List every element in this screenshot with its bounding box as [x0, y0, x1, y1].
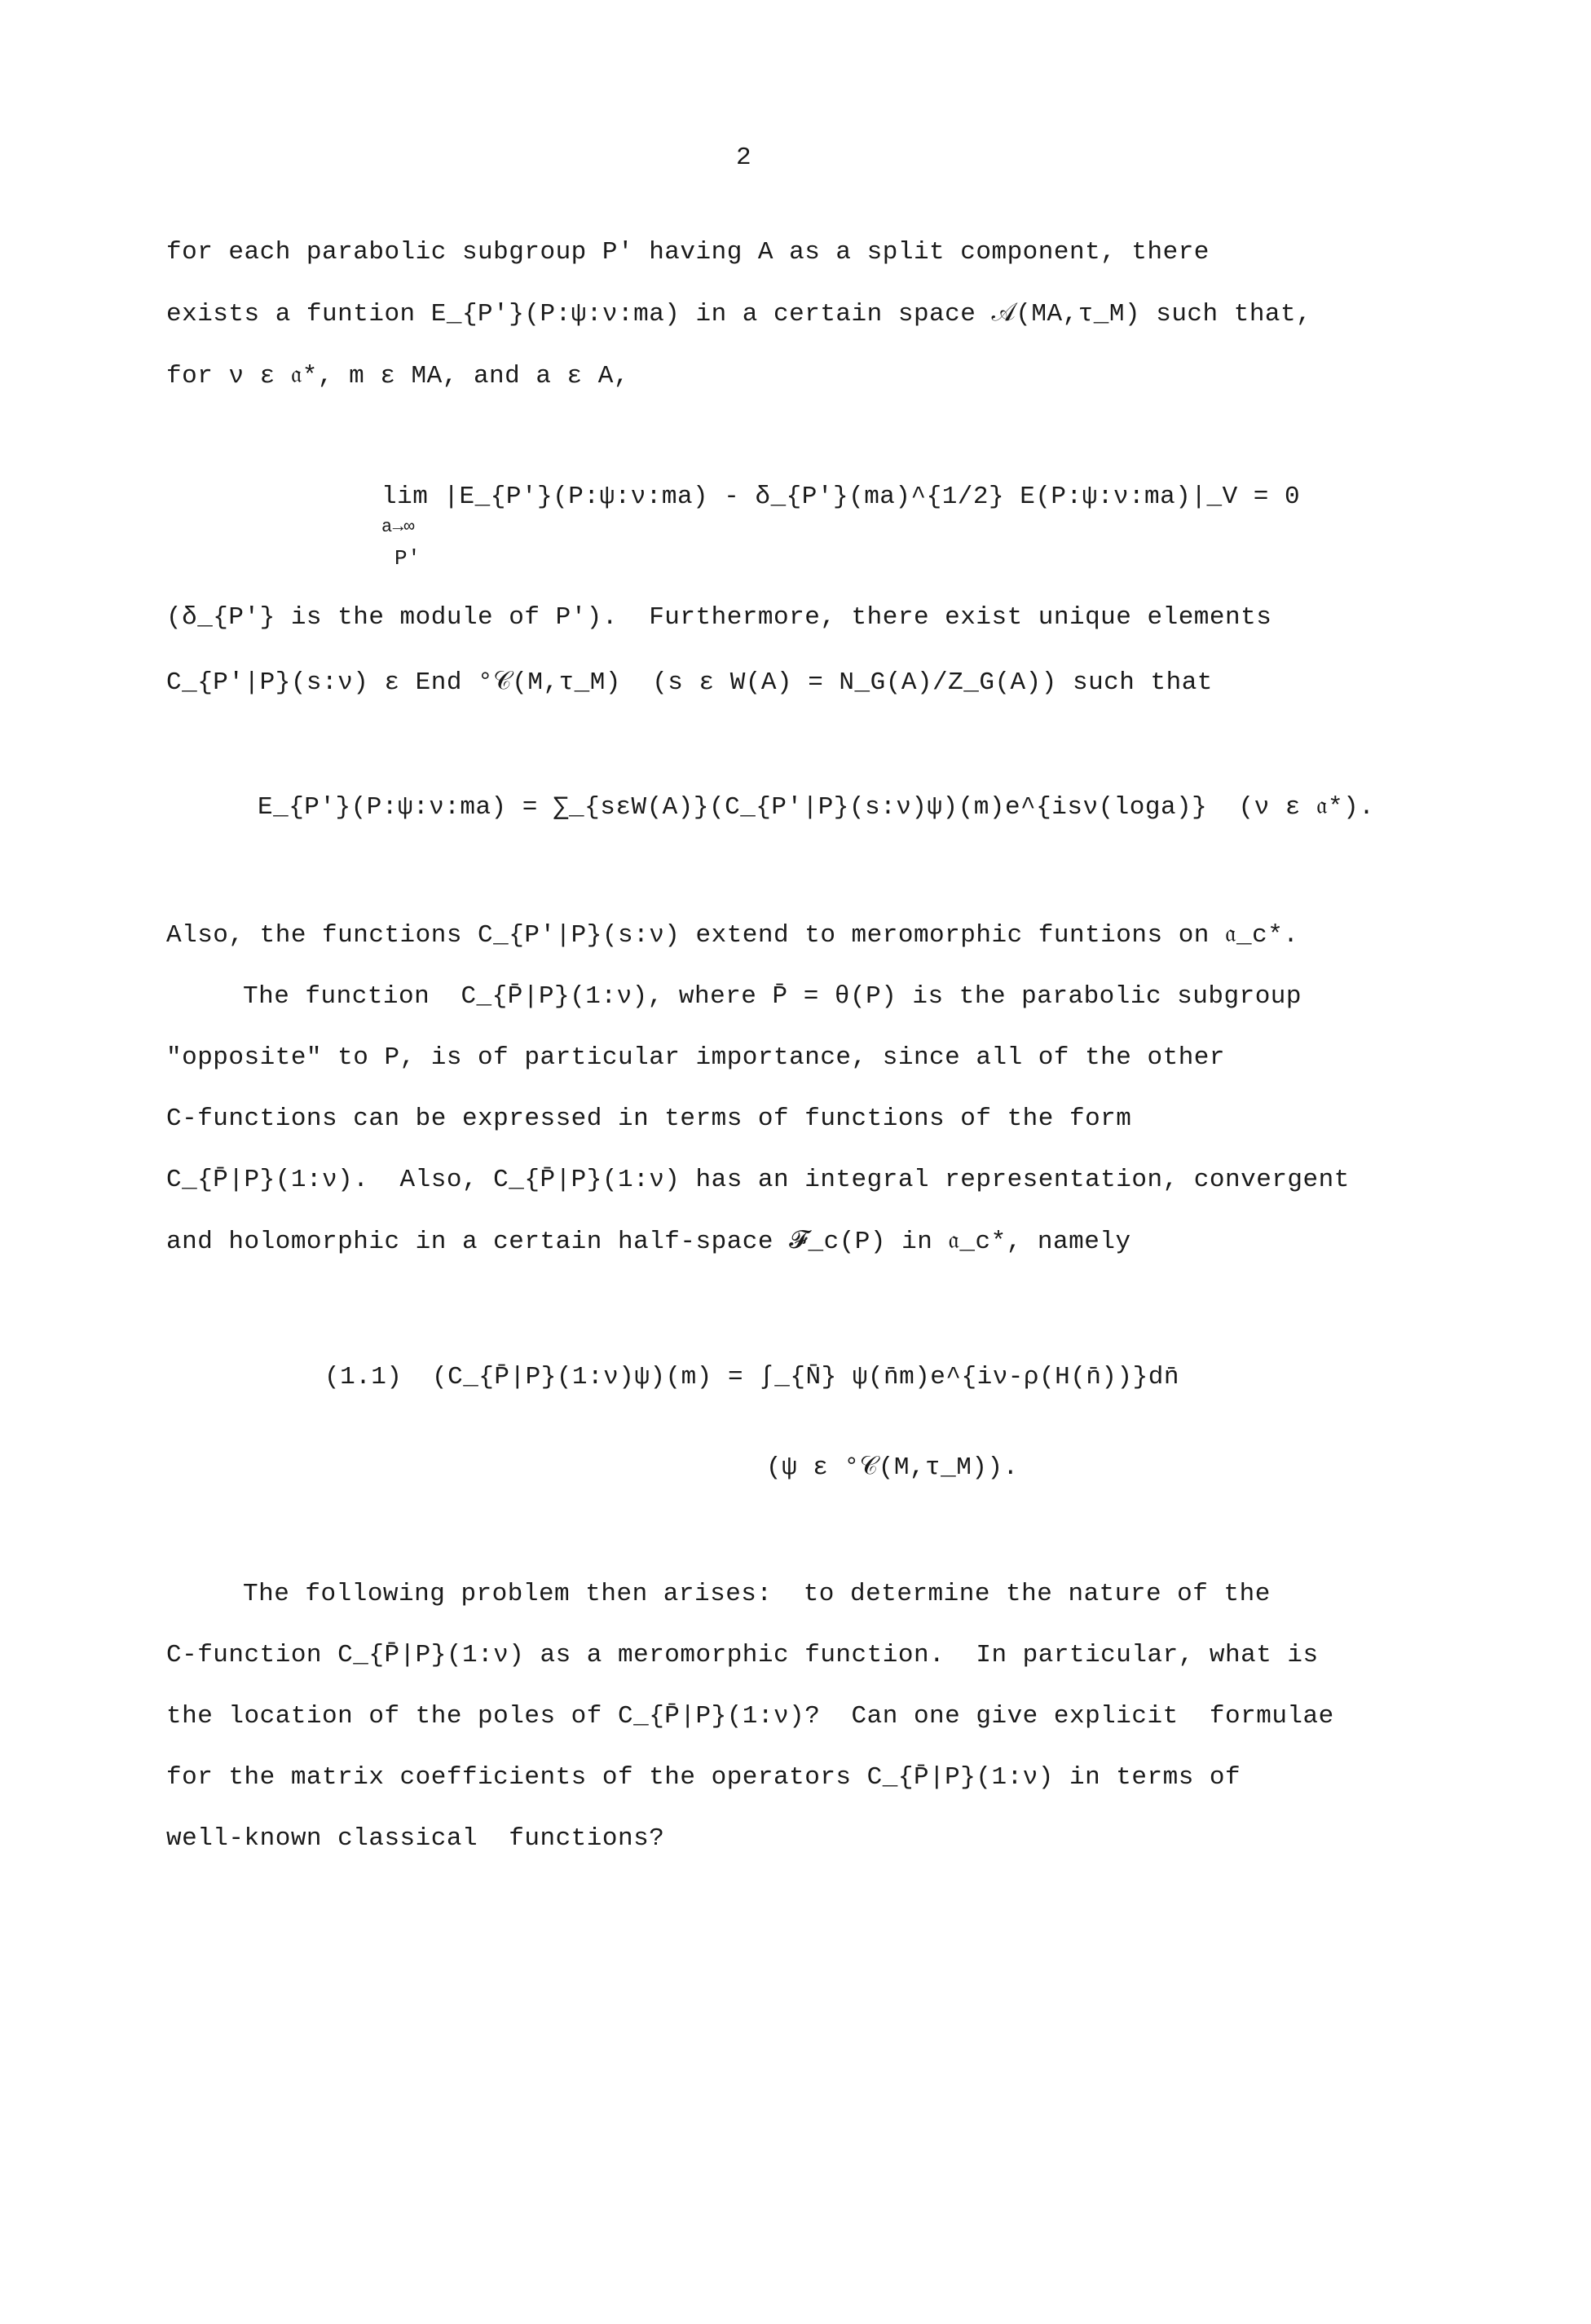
paragraph-4-line-5: well-known classical functions? [166, 1824, 665, 1853]
paragraph-3-line-4: C-functions can be expressed in terms of functions of the form [166, 1105, 1132, 1133]
equation-1-1-label: (1.1) [324, 1363, 403, 1391]
paragraph-3-line-3: "opposite" to P, is of particular importance, since all of the other [166, 1043, 1226, 1072]
paragraph-3-line-1: Also, the functions C_{P'|P}(s:ν) extend to meromorphic funtions on 𝔞_c*. [166, 921, 1299, 950]
equation-limit: lim |E_{P'}(P:ψ:ν:ma) - δ_{P'}(ma)^{1/2} E(P:ψ:ν:ma)|_V = 0 [381, 483, 1301, 511]
paragraph-1-line-2: exists a funtion E_{P'}(P:ψ:ν:ma) in a certain space 𝒜(MA,τ_M) such that, [166, 300, 1312, 329]
paragraph-3-line-5: C_{P̄|P}(1:ν). Also, C_{P̄|P}(1:ν) has an integral representation, convergent [166, 1166, 1350, 1194]
paragraph-2-line-2: C_{P'|P}(s:ν) ε End °𝒞(M,τ_M) (s ε W(A) = N_G(A)/Z_G(A)) such that [166, 668, 1213, 697]
equation-sum: E_{P'}(P:ψ:ν:ma) = ∑_{sεW(A)}(C_{P'|P}(s:ν)ψ)(m)e^{isν(loga)} (ν ε 𝔞*). [258, 793, 1375, 822]
paragraph-1-line-3: for ν ε 𝔞*, m ε MA, and a ε A, [166, 362, 629, 390]
equation-1-1: (C_{P̄|P}(1:ν)ψ)(m) = ∫_{N̄} ψ(n̄m)e^{iν-ρ(H(n̄))}dn̄ [432, 1363, 1179, 1391]
equation-1-1-condition: (ψ ε °𝒞(M,τ_M)). [766, 1453, 1019, 1482]
paragraph-1-line-1: for each parabolic subgroup P' having A as a split component, there [166, 238, 1210, 267]
equation-limit-subscript-p: P' [394, 546, 421, 571]
paragraph-3-line-6: and holomorphic in a certain half-space 𝓕_c(P) in 𝔞_c*, namely [166, 1228, 1131, 1256]
paragraph-4-line-1: The following problem then arises: to determine the nature of the [243, 1580, 1271, 1608]
paragraph-2-line-1: (δ_{P'} is the module of P'). Furthermore, there exist unique elements [166, 603, 1272, 632]
paragraph-3-line-2: The function C_{P̄|P}(1:ν), where P̄ = θ(P) is the parabolic subgroup [243, 982, 1302, 1011]
paragraph-4-line-4: for the matrix coefficients of the operators C_{P̄|P}(1:ν) in terms of [166, 1763, 1241, 1792]
equation-limit-subscript-a: a→∞ [381, 517, 416, 537]
page-number: 2 [736, 143, 752, 172]
paragraph-4-line-3: the location of the poles of C_{P̄|P}(1:ν)? Can one give explicit formulae [166, 1702, 1334, 1731]
paragraph-4-line-2: C-function C_{P̄|P}(1:ν) as a meromorphic function. In particular, what is [166, 1641, 1319, 1669]
